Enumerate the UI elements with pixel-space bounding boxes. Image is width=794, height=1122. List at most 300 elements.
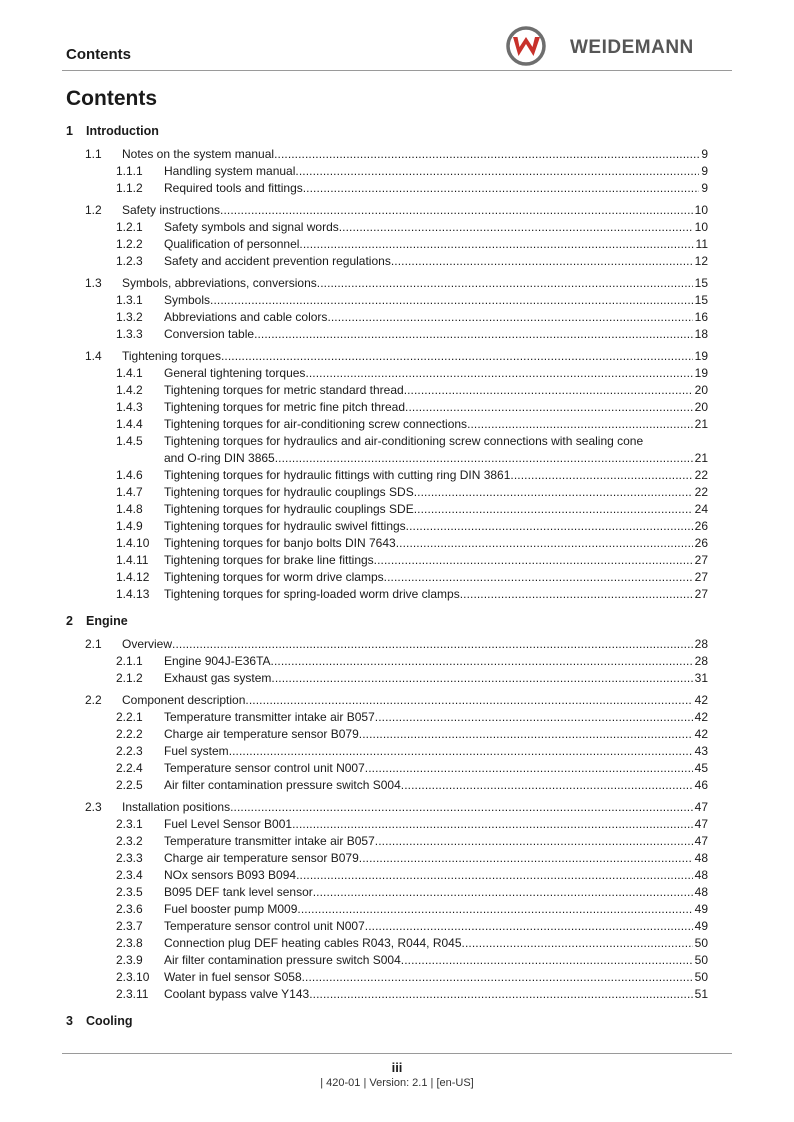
- toc-entry-title: Safety and accident prevention regulations: [164, 254, 391, 268]
- toc-entry-title: Tightening torques for hydraulic swivel fittings: [164, 519, 406, 533]
- footer-page-number: iii: [391, 1060, 403, 1075]
- toc-entry-title: NOx sensors B093 B094: [164, 868, 297, 882]
- toc-entry-title: Exhaust gas system: [164, 671, 272, 685]
- toc-entry-title-area: [164, 709, 693, 726]
- toc-entry-title-area: [164, 416, 693, 433]
- toc-chapter: [66, 612, 708, 1003]
- toc-entry[interactable]: [66, 743, 708, 760]
- toc-entry-number: 2.3.5: [116, 885, 143, 899]
- toc-entry-page: 15: [694, 293, 708, 307]
- toc-entry-title-continuation: [164, 450, 693, 467]
- toc-entry-page: 28: [694, 654, 708, 668]
- toc-leader-dots: [375, 833, 693, 850]
- toc-leader-dots: [359, 726, 693, 743]
- toc-entry-number: 1.3.3: [116, 327, 143, 341]
- toc-leader-dots: [405, 399, 693, 416]
- toc-entry[interactable]: [66, 326, 708, 343]
- toc-entry-number: 1.1.1: [116, 164, 143, 178]
- toc-leader-dots: [384, 569, 693, 586]
- toc-entry-title-area: [122, 202, 693, 219]
- toc-entry-title: Symbols, abbreviations, conversions: [122, 276, 317, 290]
- toc-entry-number: 2.2: [85, 693, 102, 707]
- toc-entry-title: Tightening torques for hydraulics and air-conditioning screw connections with sealing cone: [164, 434, 644, 448]
- toc-leader-dots: [230, 799, 693, 816]
- toc-entry[interactable]: [66, 365, 708, 382]
- toc-entry[interactable]: [66, 433, 708, 467]
- toc-entry[interactable]: [66, 569, 708, 586]
- toc-entry-number: 1.4.10: [116, 536, 150, 550]
- toc-entry-page: 27: [694, 553, 708, 567]
- toc-entry-title-area: [164, 884, 693, 901]
- toc-entry-title-area: [164, 253, 693, 270]
- toc-chapter-title[interactable]: [66, 122, 708, 140]
- toc-entry-number: 1.4.7: [116, 485, 143, 499]
- toc-entry-title-area: [164, 518, 693, 535]
- toc-entry-title-area: [164, 292, 693, 309]
- toc-entry-page: 42: [694, 693, 708, 707]
- toc-entry[interactable]: [66, 777, 708, 794]
- toc-entry-title: Tightening torques for spring-loaded worm drive clamps: [164, 587, 460, 601]
- toc-entry-title-area: [164, 586, 693, 603]
- toc-entry[interactable]: [66, 535, 708, 552]
- toc-section: [66, 146, 708, 197]
- toc-entry-number: 1.1.2: [116, 181, 143, 195]
- toc-entry-title-area: [164, 918, 693, 935]
- toc-leader-dots: [510, 467, 692, 484]
- toc-entry[interactable]: [66, 275, 708, 292]
- toc-entry-number: 2.3.3: [116, 851, 143, 865]
- toc-entry-number: 2.3.9: [116, 953, 143, 967]
- toc-entry-page: 48: [694, 885, 708, 899]
- toc-entry-number: 2.3.10: [116, 970, 150, 984]
- toc-leader-dots: [303, 180, 700, 197]
- toc-entry-title: Temperature transmitter intake air B057: [164, 710, 375, 724]
- toc-entry-title: Safety instructions: [122, 203, 221, 217]
- toc-entry-number: 1.4.2: [116, 383, 143, 397]
- toc-entry-title: Tightening torques for worm drive clamps: [164, 570, 384, 584]
- toc-leader-dots: [299, 236, 693, 253]
- toc-leader-dots: [172, 636, 693, 653]
- toc-entry[interactable]: [66, 918, 708, 935]
- toc-entry-title-area: [164, 236, 694, 253]
- toc-leader-dots: [374, 552, 693, 569]
- toc-entry-title: B095 DEF tank level sensor: [164, 885, 313, 899]
- toc-section: [66, 636, 708, 687]
- toc-chapter-sections: [66, 146, 708, 603]
- toc-entry-page: 26: [694, 519, 708, 533]
- toc-entry-number: 1.4.11: [116, 553, 149, 567]
- toc-entry-title-area: [164, 180, 699, 197]
- toc-entry-title-area: [164, 833, 693, 850]
- toc-chapter: [66, 1012, 708, 1030]
- toc-entry-title: Tightening torques for hydraulic fittings with cutting ring DIN 3861: [164, 468, 511, 482]
- toc-entry-page: 49: [694, 902, 708, 916]
- toc-leader-dots: [245, 692, 692, 709]
- toc-entry-page: 20: [694, 383, 708, 397]
- toc-entry-title-area: [164, 816, 693, 833]
- toc-entry-title: Component description: [122, 693, 246, 707]
- toc-entry-title-area: [164, 501, 693, 518]
- toc-entry[interactable]: [66, 901, 708, 918]
- toc-entry-page: 22: [694, 468, 708, 482]
- toc-entry-title: Fuel system: [164, 744, 229, 758]
- toc-entry-title-area: [164, 484, 693, 501]
- toc-leader-dots: [313, 884, 693, 901]
- toc-entry-page: 20: [694, 400, 708, 414]
- toc-entry-title-area: [164, 850, 693, 867]
- toc-section: [66, 348, 708, 603]
- toc-entry-title: Air filter contamination pressure switch S004: [164, 778, 401, 792]
- toc-entry-title: Tightening torques for hydraulic couplings SDE: [164, 502, 414, 516]
- toc-entry-number: 1.4: [85, 349, 102, 363]
- toc-entry[interactable]: [66, 348, 708, 365]
- toc-entry-number: 2.3.7: [116, 919, 143, 933]
- toc-leader-dots: [254, 326, 693, 343]
- toc-entry-number: 2.3.1: [116, 817, 143, 831]
- toc-entry[interactable]: [66, 292, 708, 309]
- toc-entry-title-area: [164, 309, 693, 326]
- toc-leader-dots: [375, 709, 693, 726]
- toc-entry-number: 1.4.12: [116, 570, 150, 584]
- toc-entry-title: Fuel Level Sensor B001: [164, 817, 293, 831]
- toc-leader-dots: [401, 777, 693, 794]
- toc-entry[interactable]: [66, 253, 708, 270]
- toc-entry-page: 9: [701, 164, 708, 178]
- toc-entry-title-area: [164, 535, 693, 552]
- toc-entry-title-area: [164, 969, 693, 986]
- toc-entry[interactable]: [66, 670, 708, 687]
- toc-entry[interactable]: [66, 202, 708, 219]
- toc-entry-page: 16: [694, 310, 708, 324]
- toc-leader-dots: [391, 253, 693, 270]
- toc-entry-number: 1.4.9: [116, 519, 143, 533]
- footer-version: | 420-01 | Version: 2.1 | [en-US]: [320, 1077, 474, 1089]
- toc-entry-number: 1.1: [85, 147, 102, 161]
- toc-entry-number: 1.2: [85, 203, 102, 217]
- toc-entry-title-area: [164, 219, 693, 236]
- toc-entry[interactable]: [66, 833, 708, 850]
- toc-leader-dots: [414, 501, 693, 518]
- footer-divider: [62, 1053, 732, 1054]
- toc-entry-title: Temperature transmitter intake air B057: [164, 834, 375, 848]
- logo-wordmark: WEIDEMANN: [570, 37, 694, 58]
- toc-entry-title-area: [164, 653, 693, 670]
- toc-leader-dots: [365, 918, 693, 935]
- toc-leader-dots: [414, 484, 693, 501]
- toc-entry-number: 2.3.2: [116, 834, 143, 848]
- toc-entry-page: 42: [694, 727, 708, 741]
- toc-entry-title-area: [164, 326, 693, 343]
- toc-entry-number: 2.2.4: [116, 761, 143, 775]
- toc-entry-page: 48: [694, 851, 708, 865]
- toc-entry-page: 22: [694, 485, 708, 499]
- toc-entry-number: 2.1.1: [116, 654, 143, 668]
- toc-entry[interactable]: [66, 467, 708, 484]
- toc-chapter-sections: [66, 636, 708, 1003]
- toc-entry-page: 10: [694, 220, 708, 234]
- toc-entry-page: 21: [694, 451, 708, 465]
- toc-entry[interactable]: [66, 399, 708, 416]
- toc-leader-dots: [221, 348, 693, 365]
- toc-leader-dots: [297, 901, 692, 918]
- toc-entry-title-area: [164, 726, 693, 743]
- toc-entry-title: Coolant bypass valve Y143: [164, 987, 310, 1001]
- toc-leader-dots: [317, 275, 693, 292]
- toc-entry-title-area: [164, 382, 693, 399]
- toc-entry-title: Tightening torques for hydraulic couplings SDS: [164, 485, 414, 499]
- toc-leader-dots: [210, 292, 693, 309]
- toc-leader-dots: [460, 586, 693, 603]
- toc-entry-page: 21: [694, 417, 708, 431]
- toc-entry-title: Installation positions: [122, 800, 231, 814]
- toc-leader-dots: [396, 535, 693, 552]
- toc-entry-page: 47: [694, 817, 708, 831]
- toc-entry-title: Tightening torques for brake line fittings: [164, 553, 374, 567]
- toc-entry-title: Conversion table: [164, 327, 255, 341]
- toc-entry-title: Required tools and fittings: [164, 181, 303, 195]
- toc-entry-title-area: [164, 365, 693, 382]
- header-title: Contents: [66, 46, 131, 63]
- toc-entry-page: 27: [694, 570, 708, 584]
- toc-entry[interactable]: [66, 935, 708, 952]
- toc-entry-page: 47: [694, 800, 708, 814]
- toc-entry-title-area: [164, 743, 693, 760]
- toc-entry-title: Abbreviations and cable colors: [164, 310, 328, 324]
- toc-entry-title: Qualification of personnel: [164, 237, 300, 251]
- toc-entry-title-area: [122, 692, 693, 709]
- toc-entry-number: 2.3.8: [116, 936, 143, 950]
- toc-entry-title-area: [122, 799, 693, 816]
- toc-entry-title: Temperature sensor control unit N007: [164, 761, 365, 775]
- toc-leader-dots: [339, 219, 693, 236]
- toc-entry-title-area: [122, 348, 693, 365]
- toc-entry-number: 2.2.3: [116, 744, 143, 758]
- toc-entry-title: Handling system manual: [164, 164, 296, 178]
- toc-entry[interactable]: [66, 518, 708, 535]
- toc-entry-page: 18: [694, 327, 708, 341]
- toc-entry[interactable]: [66, 180, 708, 197]
- toc-chapter-title[interactable]: [66, 612, 708, 630]
- toc-entry-number: 1.4.13: [116, 587, 150, 601]
- toc-entry-number: 2.2.1: [116, 710, 143, 724]
- toc-entry-title-area: [164, 552, 693, 569]
- toc-entry-page: 46: [694, 778, 708, 792]
- toc-entry-title-line2: and O-ring DIN 3865: [164, 451, 275, 465]
- toc-leader-dots: [229, 743, 693, 760]
- toc-entry-page: 26: [694, 536, 708, 550]
- toc-entry-title-area: [164, 399, 693, 416]
- toc-entry-number: 2.2.5: [116, 778, 143, 792]
- toc-leader-dots: [271, 653, 693, 670]
- toc-entry-title: Charge air temperature sensor B079: [164, 851, 359, 865]
- toc-entry-title-area: [164, 901, 693, 918]
- toc-entry-page: 12: [694, 254, 708, 268]
- toc-entry[interactable]: [66, 309, 708, 326]
- toc-entry[interactable]: [66, 692, 708, 709]
- toc-leader-dots: [401, 952, 693, 969]
- toc-entry-page: 10: [694, 203, 708, 217]
- toc-entry-title: Air filter contamination pressure switch S004: [164, 953, 401, 967]
- toc-entry-number: 1.4.3: [116, 400, 143, 414]
- toc-entry[interactable]: [66, 760, 708, 777]
- toc-entry-page: 28: [694, 637, 708, 651]
- toc-entry[interactable]: [66, 501, 708, 518]
- toc-entry-number: 1.4.4: [116, 417, 143, 431]
- toc-leader-dots: [327, 309, 692, 326]
- toc-entry-page: 50: [694, 936, 708, 950]
- toc-entry-number: 2.3.11: [116, 987, 149, 1001]
- toc-entry[interactable]: [66, 816, 708, 833]
- toc-entry-number: 1.3: [85, 276, 102, 290]
- toc-entry[interactable]: [66, 484, 708, 501]
- toc-entry-title: Engine 904J-E36TA: [164, 654, 271, 668]
- toc-entry-number: 2.3.4: [116, 868, 143, 882]
- toc-entry[interactable]: [66, 850, 708, 867]
- toc-entry-page: 24: [694, 502, 708, 516]
- toc-section: [66, 692, 708, 794]
- toc-leader-dots: [302, 969, 693, 986]
- toc-entry[interactable]: [66, 219, 708, 236]
- toc-entry-title-area: [164, 433, 693, 467]
- toc-entry-title-area: [164, 467, 693, 484]
- toc-entry-title: Connection plug DEF heating cables R043, R044, R045: [164, 936, 462, 950]
- toc-leader-dots: [274, 146, 699, 163]
- toc-entry-title-area: [122, 275, 693, 292]
- toc-entry[interactable]: [66, 146, 708, 163]
- page-header: [0, 0, 794, 75]
- toc-entry-number: 1.2.2: [116, 237, 143, 251]
- toc-entry-title-area: [164, 760, 693, 777]
- toc-entry[interactable]: [66, 867, 708, 884]
- toc-entry[interactable]: [66, 382, 708, 399]
- table-of-contents: [66, 122, 708, 1039]
- toc-leader-dots: [295, 163, 699, 180]
- toc-entry-number: 2.3: [85, 800, 102, 814]
- toc-entry-title-area: [164, 867, 693, 884]
- toc-entry-title: Fuel booster pump M009: [164, 902, 298, 916]
- toc-leader-dots: [462, 935, 693, 952]
- toc-entry[interactable]: [66, 236, 708, 253]
- toc-entry-page: 50: [694, 953, 708, 967]
- toc-chapter-label: Cooling: [86, 1014, 133, 1028]
- toc-entry-page: 31: [694, 671, 708, 685]
- toc-entry[interactable]: [66, 884, 708, 901]
- toc-leader-dots: [296, 867, 693, 884]
- toc-entry-page: 19: [694, 366, 708, 380]
- toc-entry-title: Tightening torques for banjo bolts DIN 7643: [164, 536, 396, 550]
- toc-chapter-number: 1: [66, 124, 73, 138]
- toc-entry[interactable]: [66, 709, 708, 726]
- toc-entry[interactable]: [66, 969, 708, 986]
- toc-entry[interactable]: [66, 552, 708, 569]
- toc-entry-page: 51: [694, 987, 708, 1001]
- toc-chapter-title[interactable]: [66, 1012, 708, 1030]
- toc-entry[interactable]: [66, 653, 708, 670]
- toc-leader-dots: [404, 382, 693, 399]
- toc-chapter-number: 2: [66, 614, 73, 628]
- toc-entry[interactable]: [66, 799, 708, 816]
- weidemann-logo-icon: [506, 26, 550, 66]
- toc-entry-number: 1.3.2: [116, 310, 143, 324]
- toc-entry-title: General tightening torques: [164, 366, 306, 380]
- toc-entry-page: 45: [694, 761, 708, 775]
- toc-entry-number: 1.4.5: [116, 434, 143, 448]
- toc-entry-page: 43: [694, 744, 708, 758]
- toc-entry-page: 11: [695, 237, 708, 251]
- toc-leader-dots: [271, 670, 692, 687]
- toc-leader-dots: [309, 986, 692, 1003]
- weidemann-logo: [506, 26, 726, 66]
- toc-leader-dots: [275, 450, 693, 467]
- toc-entry[interactable]: [66, 952, 708, 969]
- toc-entry-page: 50: [694, 970, 708, 984]
- toc-leader-dots: [305, 365, 692, 382]
- toc-leader-dots: [359, 850, 693, 867]
- toc-entry-number: 2.3.6: [116, 902, 143, 916]
- toc-entry-title-area: [164, 777, 693, 794]
- toc-entry-title: Water in fuel sensor S058: [164, 970, 302, 984]
- toc-section: [66, 275, 708, 343]
- toc-entry[interactable]: [66, 986, 708, 1003]
- toc-entry-number: 2.1.2: [116, 671, 143, 685]
- toc-entry[interactable]: [66, 726, 708, 743]
- toc-entry-number: 1.2.1: [116, 220, 143, 234]
- toc-entry-title-area: [122, 636, 693, 653]
- toc-section: [66, 799, 708, 1003]
- toc-entry-page: 48: [694, 868, 708, 882]
- toc-entry-page: 49: [694, 919, 708, 933]
- toc-leader-dots: [292, 816, 693, 833]
- toc-entry-page: 9: [701, 181, 708, 195]
- toc-entry-page: 27: [694, 587, 708, 601]
- toc-entry-page: 19: [694, 349, 708, 363]
- toc-entry-title: Tightening torques for metric fine pitch thread: [164, 400, 406, 414]
- toc-entry-number: 1.4.1: [116, 366, 143, 380]
- toc-entry-title-area: [164, 952, 693, 969]
- toc-entry-title: Symbols: [164, 293, 211, 307]
- toc-entry-title: Safety symbols and signal words: [164, 220, 339, 234]
- toc-entry-page: 47: [694, 834, 708, 848]
- toc-entry-number: 1.4.6: [116, 468, 143, 482]
- toc-chapter-number: 3: [66, 1014, 73, 1028]
- toc-entry[interactable]: [66, 163, 708, 180]
- toc-entry[interactable]: [66, 636, 708, 653]
- toc-entry-number: 1.4.8: [116, 502, 143, 516]
- toc-entry-title: Tightening torques for metric standard thread: [164, 383, 404, 397]
- toc-entry-title-area: [164, 569, 693, 586]
- toc-section: [66, 202, 708, 270]
- page-title: Contents: [66, 87, 157, 110]
- toc-entry-number: 1.2.3: [116, 254, 143, 268]
- toc-entry[interactable]: [66, 416, 708, 433]
- toc-chapter-label: Introduction: [86, 124, 159, 138]
- toc-chapter: [66, 122, 708, 603]
- toc-entry[interactable]: [66, 586, 708, 603]
- toc-entry-title-area: [164, 163, 699, 180]
- toc-entry-title-area: [164, 986, 693, 1003]
- toc-leader-dots: [406, 518, 693, 535]
- toc-entry-page: 9: [701, 147, 708, 161]
- toc-entry-page: 15: [694, 276, 708, 290]
- toc-entry-title: Notes on the system manual: [122, 147, 275, 161]
- toc-entry-number: 2.2.2: [116, 727, 143, 741]
- toc-entry-number: 1.3.1: [116, 293, 143, 307]
- header-divider: [62, 70, 732, 71]
- toc-entry-number: 2.1: [85, 637, 102, 651]
- toc-entry-title-area: [164, 935, 693, 952]
- toc-entry-title: Charge air temperature sensor B079: [164, 727, 359, 741]
- toc-leader-dots: [365, 760, 693, 777]
